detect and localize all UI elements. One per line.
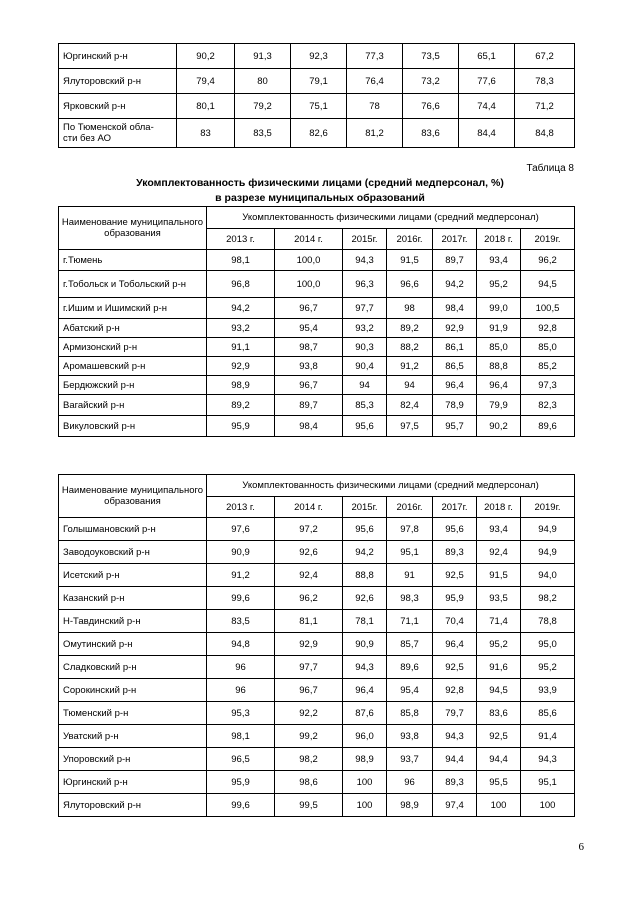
- value-cell: 89,3: [433, 541, 477, 564]
- value-cell: 83,5: [207, 610, 275, 633]
- value-cell: 93,5: [477, 587, 521, 610]
- table-row: [59, 298, 575, 319]
- value-cell: 94,3: [343, 656, 387, 679]
- value-cell: 94,9: [521, 541, 575, 564]
- value-cell: 86,1: [433, 338, 477, 357]
- continuation-table: [58, 43, 575, 148]
- value-cell: 96: [207, 656, 275, 679]
- value-cell: 93,8: [387, 725, 433, 748]
- value-cell: 98,4: [433, 298, 477, 319]
- value-cell: 95,5: [477, 771, 521, 794]
- value-cell: 93,2: [207, 319, 275, 338]
- value-cell: 78: [347, 94, 403, 119]
- table-title: Укомплектованность физическими лицами (средний медперсонал, %): [136, 177, 504, 189]
- value-cell: 93,7: [387, 748, 433, 771]
- municipality-name-cell: Казанский р-н: [59, 587, 207, 610]
- value-cell: 98: [387, 298, 433, 319]
- value-cell: 92,9: [433, 319, 477, 338]
- value-cell: 82,4: [387, 395, 433, 416]
- value-cell: 99,6: [207, 794, 275, 817]
- value-cell: 100: [477, 794, 521, 817]
- table-row: [59, 250, 575, 271]
- table-row: [59, 748, 575, 771]
- municipality-name-cell: Армизонский р-н: [59, 338, 207, 357]
- value-cell: 85,7: [387, 633, 433, 656]
- table-row: [59, 564, 575, 587]
- header-name-cell: Наименование муниципального образования: [59, 207, 207, 250]
- value-cell: 97,4: [433, 794, 477, 817]
- value-cell: 88,2: [387, 338, 433, 357]
- year-header-cell: 2017г.: [433, 229, 477, 250]
- value-cell: 74,4: [459, 94, 515, 119]
- value-cell: 90,9: [343, 633, 387, 656]
- table-row: [59, 610, 575, 633]
- value-cell: 98,9: [207, 376, 275, 395]
- value-cell: 97,7: [343, 298, 387, 319]
- header-name-cell: Наименование муниципального образования: [59, 475, 207, 518]
- value-cell: 92,9: [207, 357, 275, 376]
- value-cell: 89,3: [433, 771, 477, 794]
- value-cell: 100,0: [275, 250, 343, 271]
- value-cell: 85,0: [521, 338, 575, 357]
- value-cell: 92,4: [477, 541, 521, 564]
- value-cell: 91,5: [387, 250, 433, 271]
- value-cell: 99,2: [275, 725, 343, 748]
- value-cell: 78,1: [343, 610, 387, 633]
- value-cell: 96,3: [343, 271, 387, 298]
- value-cell: 67,2: [515, 44, 575, 69]
- value-cell: 79,2: [235, 94, 291, 119]
- value-cell: 94: [343, 376, 387, 395]
- value-cell: 91: [387, 564, 433, 587]
- value-cell: 85,0: [477, 338, 521, 357]
- table-row: [59, 338, 575, 357]
- municipality-name-cell: Вагайский р-н: [59, 395, 207, 416]
- municipality-name-cell: Уватский р-н: [59, 725, 207, 748]
- value-cell: 100,0: [275, 271, 343, 298]
- municipality-name-cell: Голышмановский р-н: [59, 518, 207, 541]
- value-cell: 91,5: [477, 564, 521, 587]
- continuation-table-body: [59, 44, 575, 148]
- value-cell: 96,4: [433, 376, 477, 395]
- header-group-cell: Укомплектованность физическими лицами (средний медперсонал): [207, 475, 575, 497]
- value-cell: 100: [521, 794, 575, 817]
- value-cell: 85,8: [387, 702, 433, 725]
- table-row: [59, 656, 575, 679]
- table-row: [59, 679, 575, 702]
- value-cell: 83,6: [477, 702, 521, 725]
- year-header-cell: 2016г.: [387, 229, 433, 250]
- municipality-name-cell: Викуловский р-н: [59, 416, 207, 437]
- value-cell: 93,2: [343, 319, 387, 338]
- table-row: [59, 376, 575, 395]
- municipality-name-cell: Заводоуковский р-н: [59, 541, 207, 564]
- value-cell: 96,4: [477, 376, 521, 395]
- value-cell: 83,6: [403, 119, 459, 148]
- value-cell: 96,4: [433, 633, 477, 656]
- municipality-name-cell: Тюменский р-н: [59, 702, 207, 725]
- table8-part2-body: [59, 518, 575, 817]
- table-row: [59, 771, 575, 794]
- municipality-name-cell: г.Тобольск и Тобольский р-н: [59, 271, 207, 298]
- value-cell: 96: [387, 771, 433, 794]
- value-cell: 92,6: [275, 541, 343, 564]
- value-cell: 98,7: [275, 338, 343, 357]
- value-cell: 80: [235, 69, 291, 94]
- value-cell: 87,6: [343, 702, 387, 725]
- value-cell: 97,2: [275, 518, 343, 541]
- value-cell: 76,6: [403, 94, 459, 119]
- page-number: 6: [578, 841, 584, 853]
- value-cell: 95,4: [387, 679, 433, 702]
- header-group-cell: Укомплектованность физическими лицами (средний медперсонал): [207, 207, 575, 229]
- value-cell: 92,5: [433, 656, 477, 679]
- value-cell: 88,8: [477, 357, 521, 376]
- value-cell: 99,0: [477, 298, 521, 319]
- municipality-name-cell: Бердюжский р-н: [59, 376, 207, 395]
- value-cell: 86,5: [433, 357, 477, 376]
- value-cell: 94: [387, 376, 433, 395]
- value-cell: 89,6: [387, 656, 433, 679]
- municipality-name-cell: г.Ишим и Ишимский р-н: [59, 298, 207, 319]
- value-cell: 82,6: [291, 119, 347, 148]
- value-cell: 75,1: [291, 94, 347, 119]
- value-cell: 96,2: [521, 250, 575, 271]
- value-cell: 95,3: [207, 702, 275, 725]
- value-cell: 73,2: [403, 69, 459, 94]
- value-cell: 98,4: [275, 416, 343, 437]
- value-cell: 79,9: [477, 395, 521, 416]
- value-cell: 92,5: [477, 725, 521, 748]
- value-cell: 93,4: [477, 518, 521, 541]
- value-cell: 92,6: [343, 587, 387, 610]
- table-row: [59, 69, 575, 94]
- value-cell: 84,8: [515, 119, 575, 148]
- value-cell: 78,9: [433, 395, 477, 416]
- value-cell: 91,2: [207, 564, 275, 587]
- value-cell: 92,9: [275, 633, 343, 656]
- value-cell: 94,0: [521, 564, 575, 587]
- value-cell: 91,9: [477, 319, 521, 338]
- value-cell: 95,6: [343, 518, 387, 541]
- value-cell: 96,4: [343, 679, 387, 702]
- value-cell: 76,4: [347, 69, 403, 94]
- municipality-name-cell: Абатский р-н: [59, 319, 207, 338]
- value-cell: 94,4: [433, 748, 477, 771]
- table-row: [59, 725, 575, 748]
- table-subtitle: в разрезе муниципальных образований: [215, 192, 425, 204]
- table-row: [59, 357, 575, 376]
- table-row: [59, 271, 575, 298]
- table8-part1: [58, 206, 575, 437]
- value-cell: 96,7: [275, 298, 343, 319]
- value-cell: 99,5: [275, 794, 343, 817]
- value-cell: 81,1: [275, 610, 343, 633]
- municipality-name-cell: Омутинский р-н: [59, 633, 207, 656]
- table-row: [59, 587, 575, 610]
- value-cell: 98,1: [207, 250, 275, 271]
- year-header-cell: 2015г.: [343, 497, 387, 518]
- value-cell: 99,6: [207, 587, 275, 610]
- value-cell: 98,9: [387, 794, 433, 817]
- value-cell: 96,5: [207, 748, 275, 771]
- value-cell: 90,2: [477, 416, 521, 437]
- municipality-name-cell: Юргинский р-н: [59, 771, 207, 794]
- value-cell: 95,7: [433, 416, 477, 437]
- value-cell: 95,9: [433, 587, 477, 610]
- table-row: [59, 44, 575, 69]
- value-cell: 85,2: [521, 357, 575, 376]
- value-cell: 71,1: [387, 610, 433, 633]
- year-header-cell: 2013 г.: [207, 229, 275, 250]
- municipality-name-cell: Ярковский р-н: [59, 94, 177, 119]
- table-row: [59, 395, 575, 416]
- value-cell: 89,2: [207, 395, 275, 416]
- value-cell: 92,5: [433, 564, 477, 587]
- value-cell: 94,3: [433, 725, 477, 748]
- value-cell: 85,6: [521, 702, 575, 725]
- value-cell: 97,5: [387, 416, 433, 437]
- year-header-cell: 2013 г.: [207, 497, 275, 518]
- value-cell: 89,7: [433, 250, 477, 271]
- table-row: [59, 794, 575, 817]
- value-cell: 91,2: [387, 357, 433, 376]
- year-header-cell: 2018 г.: [477, 229, 521, 250]
- value-cell: 95,1: [521, 771, 575, 794]
- value-cell: 95,2: [477, 271, 521, 298]
- value-cell: 98,2: [521, 587, 575, 610]
- value-cell: 95,2: [477, 633, 521, 656]
- value-cell: 80,1: [177, 94, 235, 119]
- value-cell: 73,5: [403, 44, 459, 69]
- value-cell: 96,2: [275, 587, 343, 610]
- value-cell: 96: [207, 679, 275, 702]
- year-header-cell: 2018 г.: [477, 497, 521, 518]
- value-cell: 94,4: [477, 748, 521, 771]
- table-row: [59, 633, 575, 656]
- value-cell: 82,3: [521, 395, 575, 416]
- value-cell: 88,8: [343, 564, 387, 587]
- value-cell: 96,7: [275, 679, 343, 702]
- value-cell: 96,8: [207, 271, 275, 298]
- value-cell: 89,6: [521, 416, 575, 437]
- municipality-name-cell: Сорокинский р-н: [59, 679, 207, 702]
- value-cell: 94,2: [343, 541, 387, 564]
- value-cell: 83,5: [235, 119, 291, 148]
- value-cell: 95,6: [343, 416, 387, 437]
- value-cell: 95,9: [207, 416, 275, 437]
- value-cell: 96,6: [387, 271, 433, 298]
- value-cell: 96,0: [343, 725, 387, 748]
- table8-part1-body: [59, 250, 575, 437]
- value-cell: 94,5: [477, 679, 521, 702]
- value-cell: 97,7: [275, 656, 343, 679]
- value-cell: 94,3: [343, 250, 387, 271]
- value-cell: 98,9: [343, 748, 387, 771]
- value-cell: 100: [343, 771, 387, 794]
- value-cell: 71,4: [477, 610, 521, 633]
- value-cell: 91,6: [477, 656, 521, 679]
- year-header-cell: 2016г.: [387, 497, 433, 518]
- municipality-name-cell: Ялуторовский р-н: [59, 794, 207, 817]
- value-cell: 94,2: [433, 271, 477, 298]
- value-cell: 90,9: [207, 541, 275, 564]
- municipality-name-cell: г.Тюмень: [59, 250, 207, 271]
- municipality-name-cell: Аромашевский р-н: [59, 357, 207, 376]
- value-cell: 89,2: [387, 319, 433, 338]
- value-cell: 91,3: [235, 44, 291, 69]
- value-cell: 97,8: [387, 518, 433, 541]
- value-cell: 81,2: [347, 119, 403, 148]
- value-cell: 95,9: [207, 771, 275, 794]
- table-row: [59, 119, 575, 148]
- year-header-cell: 2019г.: [521, 497, 575, 518]
- table-row: [59, 702, 575, 725]
- value-cell: 95,0: [521, 633, 575, 656]
- value-cell: 78,8: [521, 610, 575, 633]
- value-cell: 94,3: [521, 748, 575, 771]
- year-header-cell: 2014 г.: [275, 497, 343, 518]
- value-cell: 100,5: [521, 298, 575, 319]
- value-cell: 98,3: [387, 587, 433, 610]
- value-cell: 77,3: [347, 44, 403, 69]
- municipality-name-cell: Упоровский р-н: [59, 748, 207, 771]
- value-cell: 90,3: [343, 338, 387, 357]
- table8-part2: [58, 474, 575, 817]
- year-header-cell: 2017г.: [433, 497, 477, 518]
- table-number: Таблица 8: [526, 163, 574, 174]
- municipality-name-cell: По Тюменской обла- сти без АО: [59, 119, 177, 148]
- value-cell: 92,8: [433, 679, 477, 702]
- value-cell: 84,4: [459, 119, 515, 148]
- year-header-cell: 2014 г.: [275, 229, 343, 250]
- value-cell: 97,6: [207, 518, 275, 541]
- value-cell: 83: [177, 119, 235, 148]
- value-cell: 94,5: [521, 271, 575, 298]
- value-cell: 92,4: [275, 564, 343, 587]
- year-header-cell: 2019г.: [521, 229, 575, 250]
- value-cell: 71,2: [515, 94, 575, 119]
- value-cell: 90,2: [177, 44, 235, 69]
- value-cell: 95,6: [433, 518, 477, 541]
- table-row: [59, 319, 575, 338]
- table-row: [59, 518, 575, 541]
- value-cell: 98,2: [275, 748, 343, 771]
- municipality-name-cell: Сладковский р-н: [59, 656, 207, 679]
- municipality-name-cell: Исетский р-н: [59, 564, 207, 587]
- value-cell: 95,4: [275, 319, 343, 338]
- value-cell: 91,1: [207, 338, 275, 357]
- table-row: [59, 416, 575, 437]
- value-cell: 100: [343, 794, 387, 817]
- value-cell: 95,2: [521, 656, 575, 679]
- value-cell: 98,6: [275, 771, 343, 794]
- value-cell: 85,3: [343, 395, 387, 416]
- value-cell: 94,2: [207, 298, 275, 319]
- municipality-name-cell: Н-Тавдинский р-н: [59, 610, 207, 633]
- value-cell: 94,8: [207, 633, 275, 656]
- table-row: [59, 541, 575, 564]
- value-cell: 79,1: [291, 69, 347, 94]
- value-cell: 92,8: [521, 319, 575, 338]
- table-row: [59, 94, 575, 119]
- value-cell: 79,4: [177, 69, 235, 94]
- value-cell: 70,4: [433, 610, 477, 633]
- value-cell: 77,6: [459, 69, 515, 94]
- value-cell: 93,8: [275, 357, 343, 376]
- value-cell: 95,1: [387, 541, 433, 564]
- value-cell: 65,1: [459, 44, 515, 69]
- value-cell: 93,4: [477, 250, 521, 271]
- value-cell: 98,1: [207, 725, 275, 748]
- value-cell: 89,7: [275, 395, 343, 416]
- value-cell: 78,3: [515, 69, 575, 94]
- value-cell: 92,3: [291, 44, 347, 69]
- municipality-name-cell: Ялуторовский р-н: [59, 69, 177, 94]
- year-header-cell: 2015г.: [343, 229, 387, 250]
- municipality-name-cell: Юргинский р-н: [59, 44, 177, 69]
- value-cell: 94,9: [521, 518, 575, 541]
- value-cell: 91,4: [521, 725, 575, 748]
- value-cell: 90,4: [343, 357, 387, 376]
- value-cell: 97,3: [521, 376, 575, 395]
- value-cell: 92,2: [275, 702, 343, 725]
- value-cell: 93,9: [521, 679, 575, 702]
- value-cell: 96,7: [275, 376, 343, 395]
- value-cell: 79,7: [433, 702, 477, 725]
